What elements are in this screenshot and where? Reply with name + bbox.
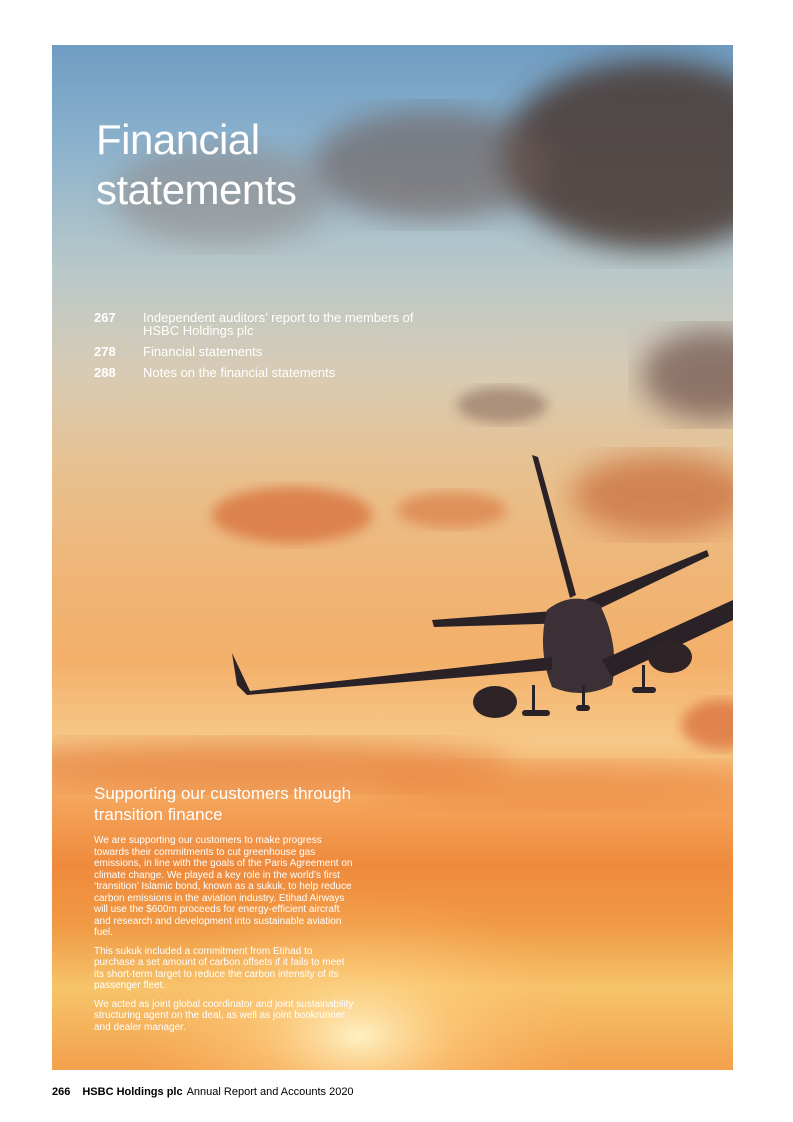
page-number: 266 xyxy=(52,1086,71,1098)
cover-photo xyxy=(52,45,733,1070)
contents-label: Independent auditors’ report to the members of HSBC Holdings plc xyxy=(143,310,414,338)
feature-paragraph: We are supporting our customers to make progress towards their commitments to cut greenhouse gas emissions, in line with the goals of the Paris Agreement on climate change. We played a key role in the world’s first ‘transition’ Islamic bond, known as a sukuk, to help reduce carbon emissions in the aviation industry. Etihad Airways will use the $600m proceeds for energy-efficient aircraft and research and development into sustainable aviation fuel. xyxy=(94,835,353,938)
contents-page-number: 267 xyxy=(94,310,116,325)
contents-item[interactable] xyxy=(94,345,434,358)
feature-paragraph: This sukuk included a commitment from Etihad to purchase a set amount of carbon offsets if it fails to meet its short-term target to reduce the carbon intensity of its passenger fleet. xyxy=(94,945,345,991)
contents-page-number: 288 xyxy=(94,365,116,380)
contents-item[interactable] xyxy=(94,311,434,337)
contents-list xyxy=(94,311,434,387)
report-name: Annual Report and Accounts 2020 xyxy=(186,1086,354,1098)
company-name: HSBC Holdings plc xyxy=(82,1086,183,1098)
page-title: Financial statements xyxy=(96,116,297,213)
feature-paragraph: We acted as joint global coordinator and joint sustainability structuring agent on the deal, as well as joint bookrunner and dealer manager. xyxy=(94,998,354,1033)
feature-heading: Supporting our customers through transition finance xyxy=(94,784,352,824)
contents-label: Financial statements xyxy=(143,344,263,359)
page-footer xyxy=(52,1086,354,1098)
contents-item[interactable] xyxy=(94,366,434,379)
contents-page-number: 278 xyxy=(94,344,116,359)
contents-label: Notes on the financial statements xyxy=(143,365,336,380)
feature-box xyxy=(94,783,356,1040)
